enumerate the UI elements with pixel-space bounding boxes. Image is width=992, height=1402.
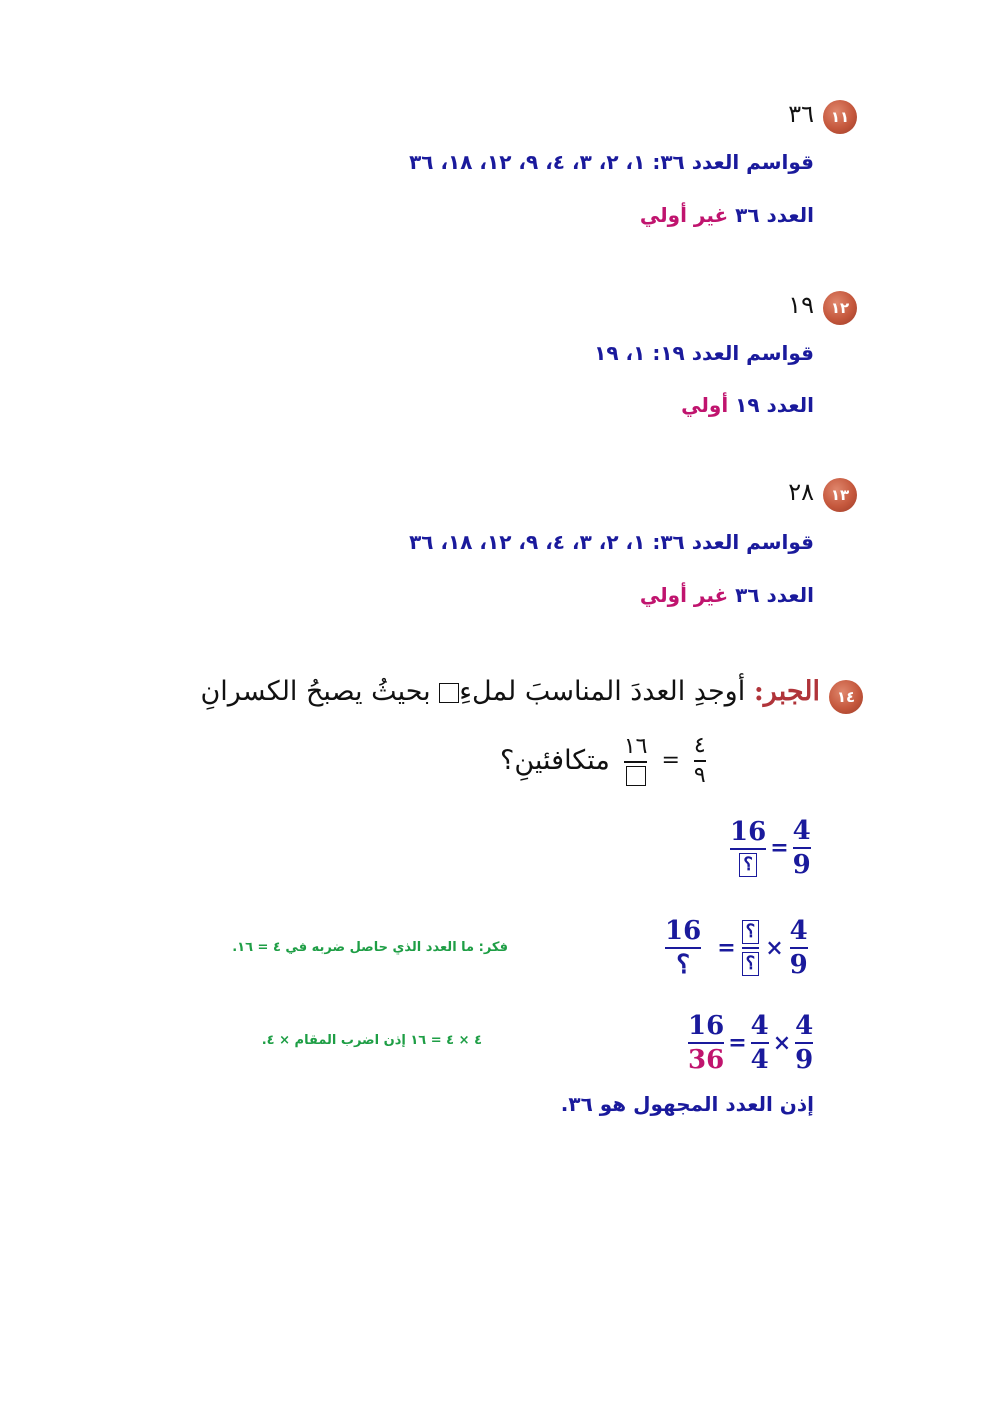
question-number-badge: ١٢ (823, 291, 857, 325)
result-line (640, 583, 814, 607)
fraction-denominator: ٩ (693, 762, 706, 788)
fraction-numerator: ٤ (693, 733, 706, 758)
fraction-denominator: 4 (750, 1045, 769, 1075)
question-number-value: ٣٦ (788, 100, 814, 128)
unknown-box: ؟ (742, 920, 760, 944)
result-verdict: أولي (681, 393, 729, 417)
fraction (730, 819, 766, 877)
question-number-badge: ١٣ (823, 478, 857, 512)
fraction-numerator: 4 (792, 816, 811, 846)
problem-text-c: متكافئينِ؟ (500, 745, 610, 777)
empty-box-icon (626, 766, 646, 786)
fraction-given (694, 735, 706, 787)
fraction-denominator: 9 (789, 950, 808, 980)
conclusion-line: إذن العدد المجهول هو ٣٦. (560, 1092, 814, 1116)
fraction (742, 920, 760, 976)
hint-text: فكر: ما العدد الذي حاصل ضربه في ٤ = ١٦. (232, 940, 508, 955)
fraction-numerator: 4 (750, 1011, 769, 1041)
solution-step-1 (730, 818, 811, 878)
fraction-unknown (624, 736, 648, 786)
divisors-line: قواسم العدد ١٩: ١، ١٩ (594, 341, 814, 365)
equals-sign: = (728, 1030, 747, 1056)
solution-step-2 (665, 918, 808, 978)
fraction-numerator: 16 (688, 1011, 725, 1041)
solution-step-3 (688, 1013, 813, 1073)
times-sign: × (765, 935, 784, 961)
fraction-denominator: 9 (795, 1045, 814, 1075)
problem-text-b: بحيثُ يصبحُ الكسرانِ (200, 676, 431, 707)
fraction-numerator: 4 (795, 1011, 814, 1041)
result-prefix: العدد ٣٦ (735, 203, 814, 227)
unknown-box: ؟ (742, 952, 760, 976)
equals-sign: = (717, 935, 736, 961)
result-prefix: العدد ١٩ (735, 393, 814, 417)
equals-sign: = (661, 748, 680, 774)
fraction (688, 1013, 724, 1073)
result-line (640, 203, 814, 227)
fraction (751, 1013, 769, 1073)
fraction-numerator: 16 (665, 916, 702, 946)
problem-statement-line1 (200, 676, 820, 707)
fraction-denominator: 36 (688, 1045, 725, 1075)
question-number-value: ٢٨ (788, 478, 814, 506)
hint-text: ٤ × ٤ = ١٦ إذن اضرب المقام × ٤. (261, 1033, 482, 1048)
fraction-numerator: 4 (789, 916, 808, 946)
problem-text-a: أوجدِ العددَ المناسبَ لملءِ (459, 676, 746, 707)
problem-statement-line2 (500, 735, 706, 787)
fraction-denominator: ؟ (676, 950, 690, 980)
question-number-badge: ١١ (823, 100, 857, 134)
fraction-numerator: ١٦ (623, 734, 648, 759)
fraction (793, 818, 811, 878)
fraction (665, 918, 701, 978)
divisors-line: قواسم العدد ٣٦: ١، ٢، ٣، ٤، ٩، ١٢، ١٨، ٣٦ (409, 530, 814, 554)
fraction (790, 918, 808, 978)
result-verdict: غير أولي (639, 583, 729, 607)
result-verdict: غير أولي (639, 203, 729, 227)
algebra-label: الجبر: (753, 676, 820, 707)
empty-box-icon (439, 683, 459, 703)
result-line (681, 393, 814, 417)
equals-sign: = (770, 835, 789, 861)
result-prefix: العدد ٣٦ (735, 583, 814, 607)
unknown-box: ؟ (739, 853, 757, 877)
divisors-line: قواسم العدد ٣٦: ١، ٢، ٣، ٤، ٩، ١٢، ١٨، ٣٦ (409, 150, 814, 174)
fraction-numerator: 16 (730, 817, 767, 847)
question-number-value: ١٩ (788, 291, 814, 319)
fraction (795, 1013, 813, 1073)
times-sign: × (772, 1030, 792, 1056)
fraction-denominator: 9 (792, 850, 811, 880)
question-number-badge: ١٤ (829, 680, 863, 714)
